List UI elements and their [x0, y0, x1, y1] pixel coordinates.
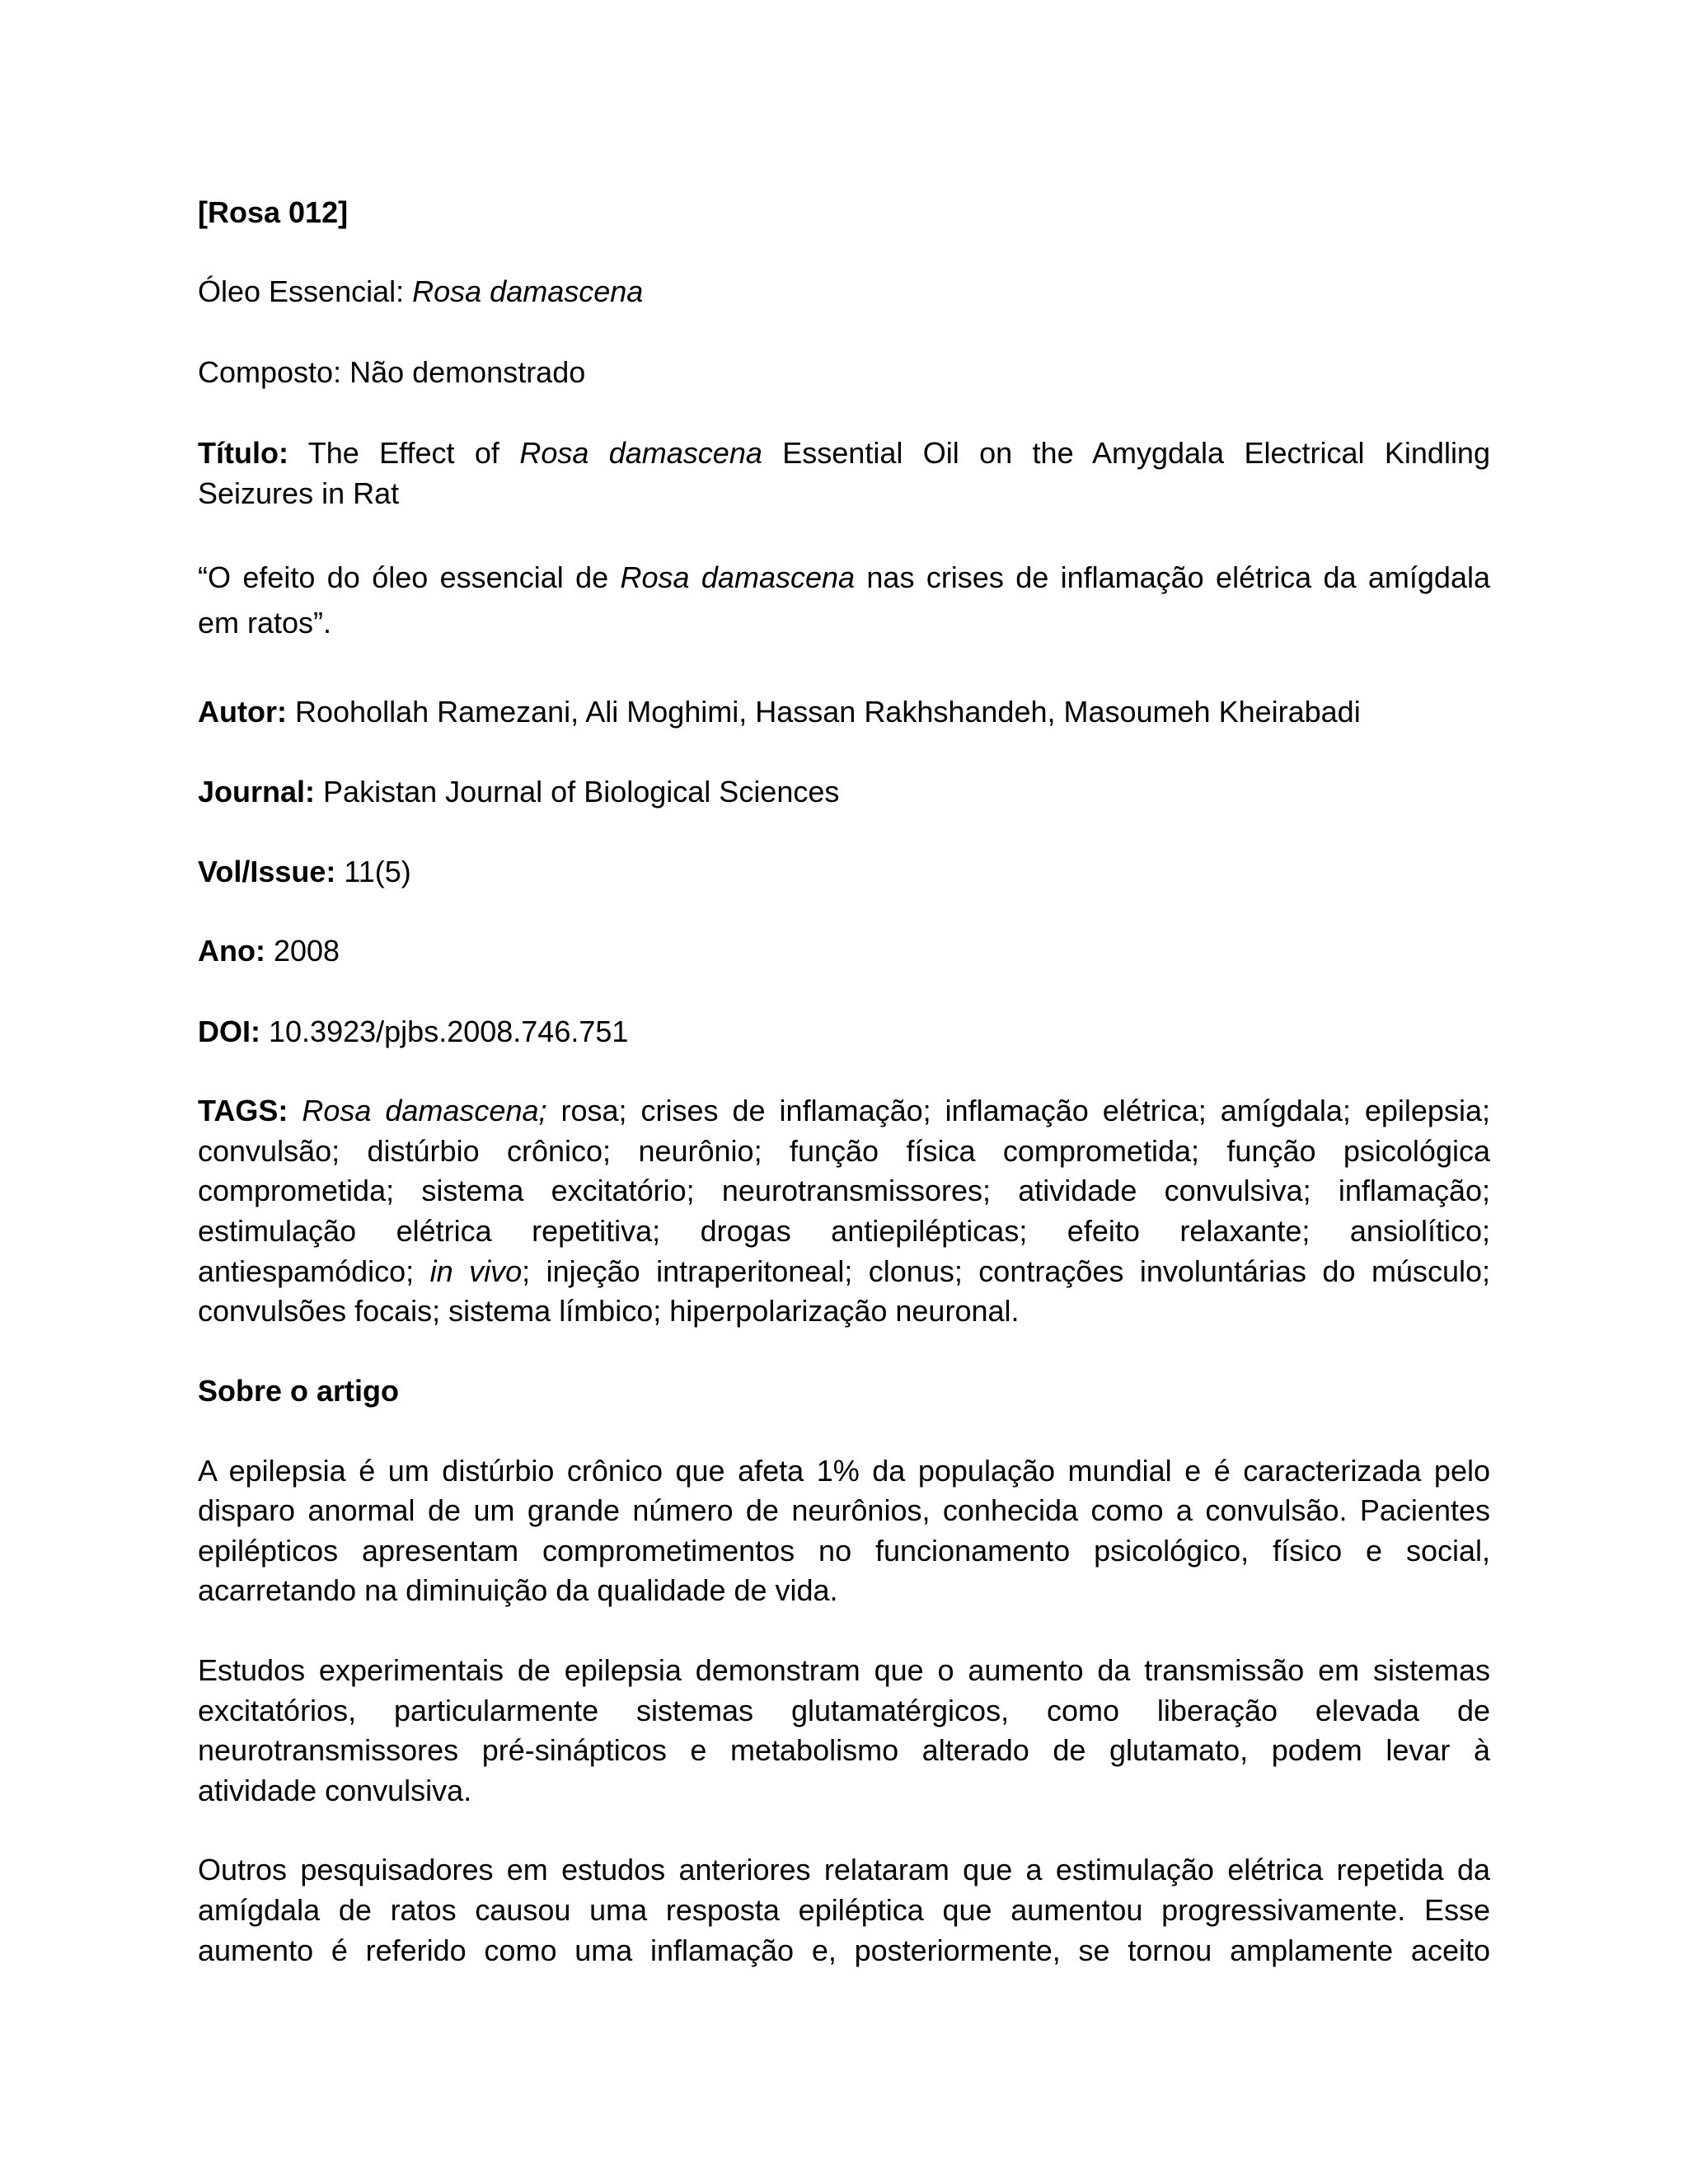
- year-line: [198, 931, 340, 971]
- translation-line-1: [198, 558, 1490, 598]
- oil-value: Rosa damascena: [412, 274, 644, 308]
- journal-line: [198, 772, 839, 812]
- translation-text-c: nas crises de inflamação elétrica da amígdala: [866, 560, 1490, 594]
- doi-label: DOI:: [198, 1015, 260, 1048]
- about-p3-line: aumento é referido como uma inflamação e, posteriormente, se tornou amplamente aceito: [198, 1933, 1490, 1967]
- title-line-1: [198, 434, 1490, 473]
- about-p1-line: disparo anormal de um grande número de neurônios, conhecida como a convulsão. Pacientes: [198, 1493, 1490, 1527]
- tags-line-1: [198, 1091, 1490, 1131]
- author-value: Roohollah Ramezani, Ali Moghimi, Hassan Rakhshandeh, Masoumeh Kheirabadi: [294, 695, 1361, 729]
- about-p1-line: A epilepsia é um distúrbio crônico que afeta 1% da população mundial e é caracterizada pelo: [198, 1454, 1490, 1488]
- about-heading: Sobre o artigo: [198, 1374, 400, 1408]
- tags-text-5a: antiespamódico;: [198, 1254, 415, 1288]
- tags-line-6: convulsões focais; sistema límbico; hiperpolarização neuronal.: [198, 1294, 1020, 1328]
- translation-species: Rosa damascena: [620, 560, 856, 594]
- about-p2-line: neurotransmissores pré-sinápticos e metabolismo alterado de glutamato, podem levar à: [198, 1733, 1490, 1767]
- compound-line: Composto: Não demonstrado: [198, 355, 586, 389]
- title-species: Rosa damascena: [519, 436, 762, 470]
- vol-issue-line: [198, 852, 411, 892]
- translation-text-a: “O efeito do óleo essencial de: [198, 560, 609, 594]
- tags-line-2: convulsão; distúrbio crônico; neurônio; função física comprometida; função psicológica: [198, 1134, 1490, 1168]
- title-label: Título:: [198, 436, 288, 470]
- doi-line: [198, 1012, 628, 1052]
- about-p1-line: acarretando na diminuição da qualidade de vida.: [198, 1573, 838, 1607]
- vol-issue-label: Vol/Issue:: [198, 855, 336, 888]
- about-p1-line: epilépticos apresentam comprometimentos no funcionamento psicológico, físico e social,: [198, 1534, 1490, 1568]
- title-line-2: Seizures in Rat: [198, 476, 400, 510]
- tags-in-vivo: in vivo: [429, 1254, 523, 1288]
- tags-line-3: comprometida; sistema excitatório; neurotransmissores; atividade convulsiva; inflamação;: [198, 1174, 1490, 1207]
- journal-value: Pakistan Journal of Biological Sciences: [323, 775, 840, 808]
- about-p2-line: excitatórios, particularmente sistemas glutamatérgicos, como liberação elevada de: [198, 1694, 1490, 1727]
- tags-label: TAGS:: [198, 1094, 288, 1127]
- about-p3-line: amígdala de ratos causou uma resposta epiléptica que aumentou progressivamente. Esse: [198, 1893, 1490, 1927]
- year-value: 2008: [273, 934, 340, 968]
- translation-line-2: em ratos”.: [198, 606, 332, 640]
- year-label: Ano:: [198, 934, 265, 968]
- tags-text-1: rosa; crises de inflamação; inflamação elétrica; amígdala; epilepsia;: [560, 1094, 1490, 1127]
- oil-label: Óleo Essencial:: [198, 274, 405, 308]
- document-code: [Rosa 012]: [198, 195, 349, 229]
- about-p2-line: atividade convulsiva.: [198, 1774, 472, 1807]
- doi-value: 10.3923/pjbs.2008.746.751: [269, 1015, 629, 1048]
- tags-line-4: estimulação elétrica repetitiva; drogas antiepilépticas; efeito relaxante; ansiolítico;: [198, 1214, 1490, 1248]
- oil-line: [198, 272, 643, 312]
- about-p2-line: Estudos experimentais de epilepsia demonstram que o aumento da transmissão em sistemas: [198, 1653, 1490, 1687]
- author-label: Autor:: [198, 695, 287, 729]
- journal-label: Journal:: [198, 775, 316, 808]
- tags-line-5: [198, 1252, 1490, 1291]
- about-p3-line: Outros pesquisadores em estudos anteriores relataram que a estimulação elétrica repetida da: [198, 1853, 1490, 1886]
- title-text-c: Essential Oil on the Amygdala Electrical Kindling: [782, 436, 1490, 470]
- tags-text-5c: ; injeção intraperitoneal; clonus; contrações involuntárias do músculo;: [522, 1254, 1490, 1288]
- author-line: [198, 692, 1361, 732]
- tags-species: Rosa damascena;: [302, 1094, 547, 1127]
- vol-issue-value: 11(5): [344, 855, 411, 888]
- title-text-a: The Effect of: [307, 436, 499, 470]
